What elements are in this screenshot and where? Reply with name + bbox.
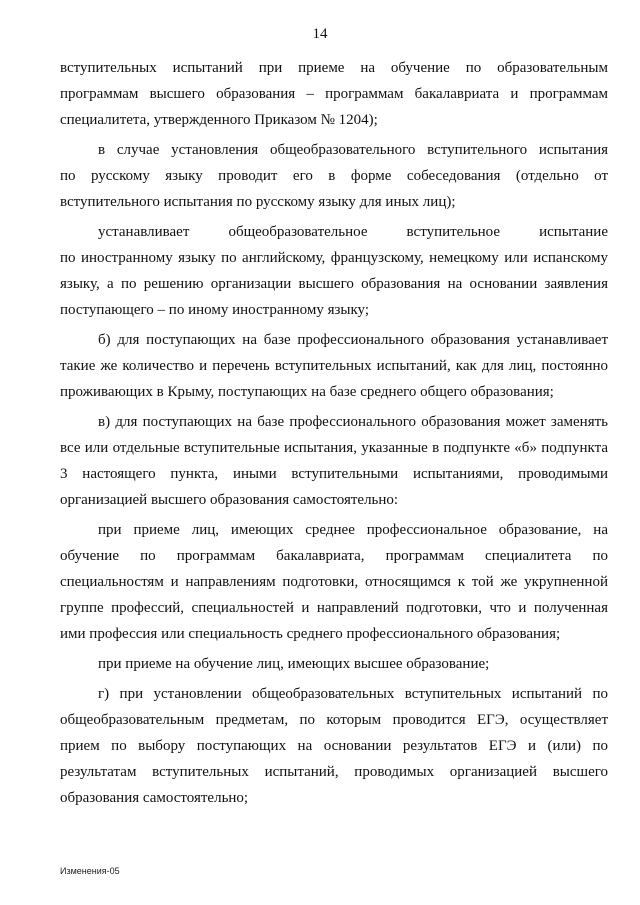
paragraph-3: [60, 219, 608, 323]
text-line: вступительного испытания по русскому языку для иных лиц);: [60, 194, 456, 210]
text-line: образования самостоятельно;: [60, 790, 249, 806]
text-line: прием по выбору поступающих на основании результатов ЕГЭ и (или) по: [60, 738, 608, 754]
text-line: обучение по программам бакалавриата, программам специалитета по: [60, 548, 608, 564]
text-line: специальностям и направлениям подготовки, относящимся к той же укрупненной: [60, 574, 608, 590]
text-line: программам высшего образования – программам бакалавриата и программам: [60, 86, 608, 102]
text-line: в случае установления общеобразовательного вступительного испытания: [98, 142, 608, 158]
text-line: все или отдельные вступительные испытания, указанные в подпункте «б» подпункта: [60, 440, 608, 456]
text-line: организацией высшего образования самостоятельно:: [60, 492, 399, 508]
text-line: в) для поступающих на базе профессионального образования может заменять: [98, 414, 608, 430]
text-line: группе профессий, специальностей и направлений подготовки, что и полученная: [60, 600, 608, 616]
text-line: такие же количество и перечень вступительных испытаний, как для лиц, постоянно: [60, 358, 608, 374]
footer-note: Изменения-05: [60, 866, 120, 876]
page-number: 14: [312, 26, 328, 42]
text-line: языку, а по решению организации высшего образования на основании заявления: [60, 276, 608, 292]
text-line: по русскому языку проводит его в форме собеседования (отдельно от: [60, 168, 608, 184]
text-line: г) при установлении общеобразовательных вступительных испытаний по: [98, 686, 608, 702]
paragraph-1: [60, 55, 608, 133]
document-body: [60, 55, 608, 815]
text-line: б) для поступающих на базе профессионального образования устанавливает: [98, 332, 608, 348]
text-line: по иностранному языку по английскому, французскому, немецкому или испанскому: [60, 250, 608, 266]
paragraph-7: [60, 651, 608, 677]
text-line: при приеме на обучение лиц, имеющих высшее образование;: [98, 656, 490, 672]
text-line: поступающего – по иному иностранному языку;: [60, 302, 370, 318]
text-line: специалитета, утвержденного Приказом № 1204);: [60, 112, 378, 128]
text-line: устанавливает общеобразовательное вступительное испытание: [98, 224, 608, 240]
text-line: общеобразовательным предметам, по которым проводится ЕГЭ, осуществляет: [60, 712, 608, 728]
paragraph-8: [60, 681, 608, 811]
text-line: вступительных испытаний при приеме на обучение по образовательным: [60, 60, 608, 76]
text-line: ими профессия или специальность среднего профессионального образования;: [60, 626, 561, 642]
paragraph-5: [60, 409, 608, 513]
paragraph-4: [60, 327, 608, 405]
paragraph-6: [60, 517, 608, 647]
text-line: проживающих в Крыму, поступающих на базе среднего общего образования;: [60, 384, 554, 400]
text-line: 3 настоящего пункта, иными вступительными испытаниями, проводимыми: [60, 466, 608, 482]
text-line: при приеме лиц, имеющих среднее профессиональное образование, на: [98, 522, 608, 538]
text-line: результатам вступительных испытаний, проводимых организацией высшего: [60, 764, 608, 780]
paragraph-2: [60, 137, 608, 215]
